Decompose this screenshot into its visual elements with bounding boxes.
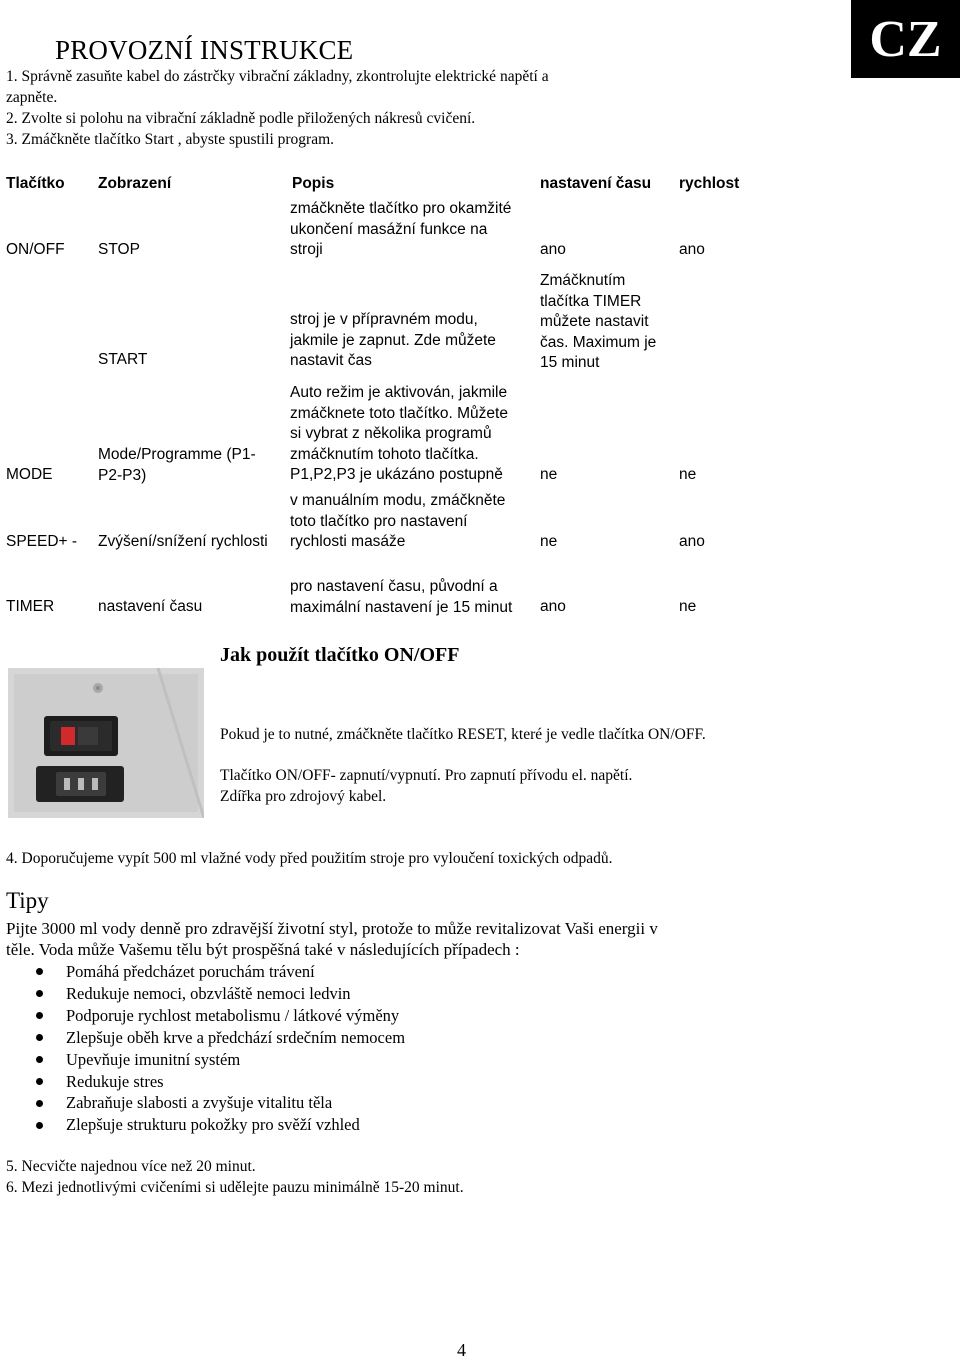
tips-bullet-list <box>36 961 405 1136</box>
red-switch-icon <box>61 727 75 745</box>
col-header-display: Zobrazení <box>98 175 172 192</box>
row-speed-display: Zvýšení/snížení rychlosti <box>98 533 268 550</box>
time-line: tlačítka TIMER <box>540 292 642 310</box>
page-title: PROVOZNÍ INSTRUKCE <box>55 35 354 65</box>
page-number: 4 <box>457 1340 466 1360</box>
intro-line: zapněte. <box>6 89 58 106</box>
col-header-description: Popis <box>292 175 335 192</box>
desc-line: stroji <box>290 241 323 258</box>
row-mode-speed: ne <box>679 466 697 483</box>
list-item <box>36 983 405 1005</box>
bullet-text: Redukuje nemoci, obzvláště nemoci ledvin <box>66 983 351 1003</box>
row-speed-button: SPEED+ - <box>6 533 78 550</box>
row-speed-description <box>290 491 505 553</box>
time-line: čas. Maximum je <box>540 333 657 351</box>
bullet-text: Upevňuje imunitní systém <box>66 1049 241 1069</box>
intro-steps <box>6 66 726 150</box>
language-badge <box>851 0 960 78</box>
list-item <box>36 1049 405 1071</box>
desc-line: si vybrat z několika programů <box>290 425 492 442</box>
list-item <box>36 1071 405 1093</box>
desc-line: Auto režim je aktivován, jakmile <box>290 384 508 401</box>
desc-line: rychlosti masáže <box>290 533 406 550</box>
step-5: 5. Necvičte najednou více než 20 minut. <box>6 1158 256 1175</box>
intro-line: 3. Zmáčkněte tlačítko Start , abyste spustili program. <box>6 131 335 148</box>
tips-intro-line: těle. Voda může Vašemu tělu být prospěšná také v následujících případech : <box>6 940 520 959</box>
row-mode-time: ne <box>540 466 558 483</box>
bullet-text: Zlepšuje strukturu pokožky pro svěží vzhled <box>66 1115 360 1135</box>
bullet-text: Redukuje stres <box>66 1071 164 1091</box>
switch-panel-illustration <box>8 668 204 818</box>
bullet-icon <box>36 968 43 975</box>
row-timer-display: nastavení času <box>98 598 203 615</box>
desc-line: zmáčknutím tohoto tlačítka. <box>290 445 479 463</box>
onoff-line: Pokud je to nutné, zmáčkněte tlačítko RESET, které je vedle tlačítka ON/OFF. <box>220 726 706 743</box>
desc-line: nastavit čas <box>290 352 372 369</box>
onoff-line: Tlačítko ON/OFF- zapnutí/vypnutí. Pro zapnutí přívodu el. napětí. <box>220 767 633 784</box>
bullet-icon <box>36 1100 43 1107</box>
row-onoff-button: ON/OFF <box>6 241 65 258</box>
list-item <box>36 1005 405 1027</box>
list-item <box>36 961 405 983</box>
row-start-description <box>290 310 496 372</box>
tips-intro <box>6 918 746 960</box>
bullet-text: Zabraňuje slabosti a zvyšuje vitalitu těla <box>66 1093 333 1113</box>
bullet-text: Pomáhá předcházet poruchám trávení <box>66 962 315 981</box>
time-line: můžete nastavit <box>540 313 649 330</box>
desc-line: toto tlačítko pro nastavení <box>290 512 468 530</box>
bullet-icon <box>36 990 43 997</box>
time-line: Zmáčknutím <box>540 272 626 289</box>
row-mode-button: MODE <box>6 466 53 483</box>
desc-line: jakmile je zapnut. Zde můžete <box>290 331 496 349</box>
display-line: Mode/Programme (P1- <box>98 446 256 463</box>
onoff-heading: Jak použít tlačítko ON/OFF <box>220 644 460 666</box>
list-item <box>36 1114 405 1136</box>
desc-line: P1,P2,P3 je ukázáno postupně <box>290 466 503 483</box>
row-onoff-display: STOP <box>98 241 140 258</box>
bullet-text: Podporuje rychlost metabolismu / látkové výměny <box>66 1005 400 1025</box>
row-timer-description <box>290 577 512 618</box>
desc-line: v manuálním modu, zmáčkněte <box>290 492 506 509</box>
bullet-text: Zlepšuje oběh krve a předchází srdečním nemocem <box>66 1027 406 1047</box>
row-start-time <box>540 271 656 374</box>
closing-steps <box>6 1156 464 1198</box>
row-speed-time: ne <box>540 533 558 550</box>
bullet-icon <box>36 1012 43 1019</box>
desc-line: ukončení masážní funkce na <box>290 220 488 238</box>
desc-line: zmáčknete toto tlačítko. Můžete <box>290 404 508 422</box>
row-timer-time: ano <box>540 598 566 615</box>
step-6: 6. Mezi jednotlivými cvičeními si udělejte pauzu minimálně 15-20 minut. <box>6 1179 464 1196</box>
col-header-speed: rychlost <box>679 175 740 192</box>
onoff-line: Zdířka pro zdrojový kabel. <box>220 788 387 805</box>
row-timer-speed: ne <box>679 598 697 615</box>
col-header-time: nastavení času <box>540 175 652 192</box>
desc-line: maximální nastavení je 15 minut <box>290 598 513 616</box>
row-start-display: START <box>98 351 148 368</box>
intro-line: 1. Správně zasuňte kabel do zástrčky vibrační základny, zkontrolujte elektrické napětí a <box>6 68 549 85</box>
intro-line: 2. Zvolte si polohu na vibrační základně podle přiložených nákresů cvičení. <box>6 110 476 127</box>
tips-heading: Tipy <box>6 888 49 913</box>
desc-line: stroj je v přípravném modu, <box>290 311 478 328</box>
bullet-icon <box>36 1034 43 1041</box>
onoff-spacer <box>220 745 706 765</box>
row-speed-speed: ano <box>679 533 705 550</box>
onoff-instructions <box>220 724 706 807</box>
switch-panel-photo <box>8 668 204 818</box>
list-item <box>36 1027 405 1049</box>
row-onoff-description <box>290 199 511 261</box>
col-header-button: Tlačítko <box>6 175 65 192</box>
desc-line: zmáčkněte tlačítko pro okamžité <box>290 200 512 217</box>
step-4: 4. Doporučujeme vypít 500 ml vlažné vody před použitím stroje pro vyloučení toxických odpadů. <box>6 850 613 867</box>
row-mode-description <box>290 383 508 486</box>
time-line: 15 minut <box>540 354 600 371</box>
tips-intro-line: Pijte 3000 ml vody denně pro zdravější životní styl, protože to může revitalizovat Vaši energii v <box>6 919 658 938</box>
desc-line: pro nastavení času, původní a <box>290 578 498 595</box>
bullet-icon <box>36 1056 43 1063</box>
bullet-icon <box>36 1078 43 1085</box>
row-mode-display <box>98 445 256 486</box>
row-onoff-time: ano <box>540 241 566 258</box>
language-code: CZ <box>869 10 942 68</box>
bullet-icon <box>36 1122 43 1129</box>
row-timer-button: TIMER <box>6 598 55 615</box>
row-onoff-speed: ano <box>679 241 705 258</box>
list-item <box>36 1092 405 1114</box>
display-line: P2-P3) <box>98 466 147 484</box>
